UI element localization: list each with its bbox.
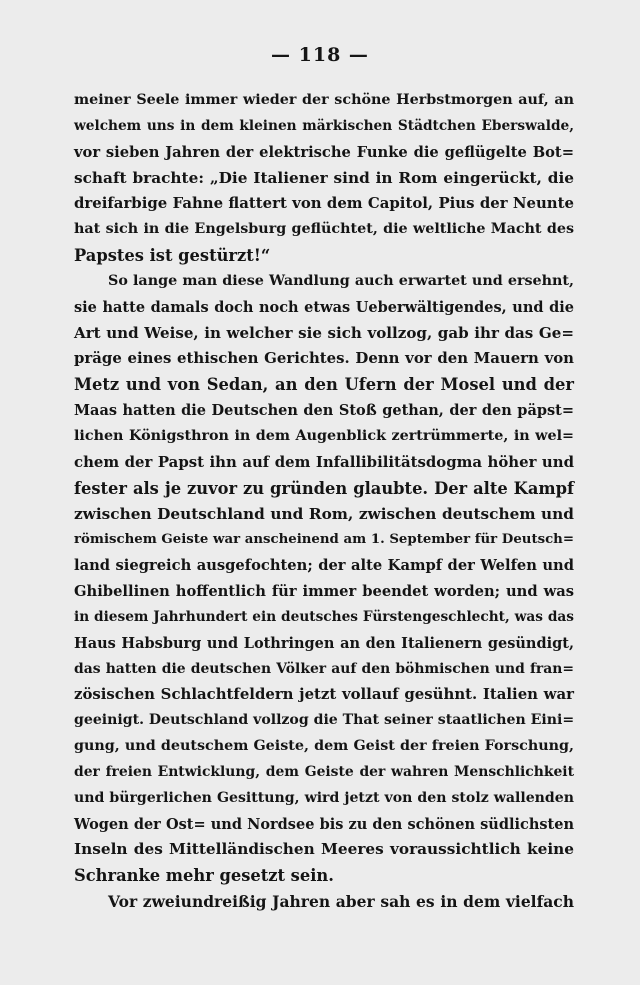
text-line: zwischen Deutschland und Rom, zwischen deutschem und <box>74 504 574 523</box>
text-line: chem der Papst ihn auf dem Infallibilitätsdogma höher und <box>74 452 574 471</box>
text-line: Haus Habsburg und Lothringen an den Italienern gesündigt, <box>74 634 574 652</box>
text-line: gung, und deutschem Geiste, dem Geist der freien Forschung, <box>74 738 574 755</box>
text-line: Ghibellinen hoffentlich für immer beendet worden; und was <box>74 583 574 601</box>
text-line: römischem Geiste war anscheinend am 1. September für Deutsch= <box>74 532 574 548</box>
text-line: das hatten die deutschen Völker auf den böhmischen und fran= <box>74 660 574 677</box>
text-line: geeinigt. Deutschland vollzog die That seiner staatlichen Eini= <box>74 712 575 729</box>
text-line: der freien Entwicklung, dem Geiste der wahren Menschlichkeit <box>74 763 574 780</box>
text-line: dreifarbige Fahne flattert von dem Capitol, Pius der Neunte <box>74 194 574 213</box>
text-line: in diesem Jahrhundert ein deutsches Fürstengeschlecht, was das <box>74 608 574 625</box>
text-line: welchem uns in dem kleinen märkischen Städtchen Eberswalde, <box>74 117 574 134</box>
text-line: Wogen der Ost= und Nordsee bis zu den schönen südlichsten <box>74 815 574 833</box>
text-line: Schranke mehr gesetzt sein. <box>74 866 334 886</box>
text-line: land siegreich ausgefochten; der alte Kampf der Welfen und <box>74 557 574 575</box>
text-line: Inseln des Mittelländischen Meeres voraussichtlich keine <box>74 840 574 859</box>
text-line: Art und Weise, in welcher sie sich vollzog, gab ihr das Ge= <box>74 323 574 342</box>
text-line: und bürgerlichen Gesittung, wird jetzt von den stolz wallenden <box>74 789 574 806</box>
text-line: meiner Seele immer wieder der schöne Herbstmorgen auf, an <box>74 92 574 108</box>
text-line: Vor zweiundreißig Jahren aber sah es in dem vielfach <box>108 892 574 912</box>
text-line: schaft brachte: „Die Italiener sind in Rom eingerückt, die <box>74 168 574 187</box>
text-line: So lange man diese Wandlung auch erwartet und ersehnt, <box>108 272 574 289</box>
body-text <box>74 88 574 915</box>
text-line: vor sieben Jahren der elektrische Funke die geflügelte Bot= <box>74 143 574 161</box>
text-line: präge eines ethischen Gerichtes. Denn vor den Mauern von <box>74 349 574 368</box>
text-line: Metz und von Sedan, an den Ufern der Mosel und der <box>74 375 574 395</box>
text-line: hat sich in die Engelsburg geflüchtet, die weltliche Macht des <box>74 221 574 238</box>
text-line: lichen Königsthron in dem Augenblick zertrümmerte, in wel= <box>74 427 574 444</box>
text-line: Maas hatten die Deutschen den Stoß gethan, der den päpst= <box>74 402 574 420</box>
page-number-header: — 118 — <box>271 44 369 66</box>
text-line: sie hatte damals doch noch etwas Ueberwältigendes, und die <box>74 298 574 316</box>
text-line: Papstes ist gestürzt!“ <box>74 246 271 266</box>
text-line: zösischen Schlachtfeldern jetzt vollauf gesühnt. Italien war <box>74 685 574 704</box>
text-line: fester als je zuvor zu gründen glaubte. Der alte Kampf <box>74 478 574 498</box>
